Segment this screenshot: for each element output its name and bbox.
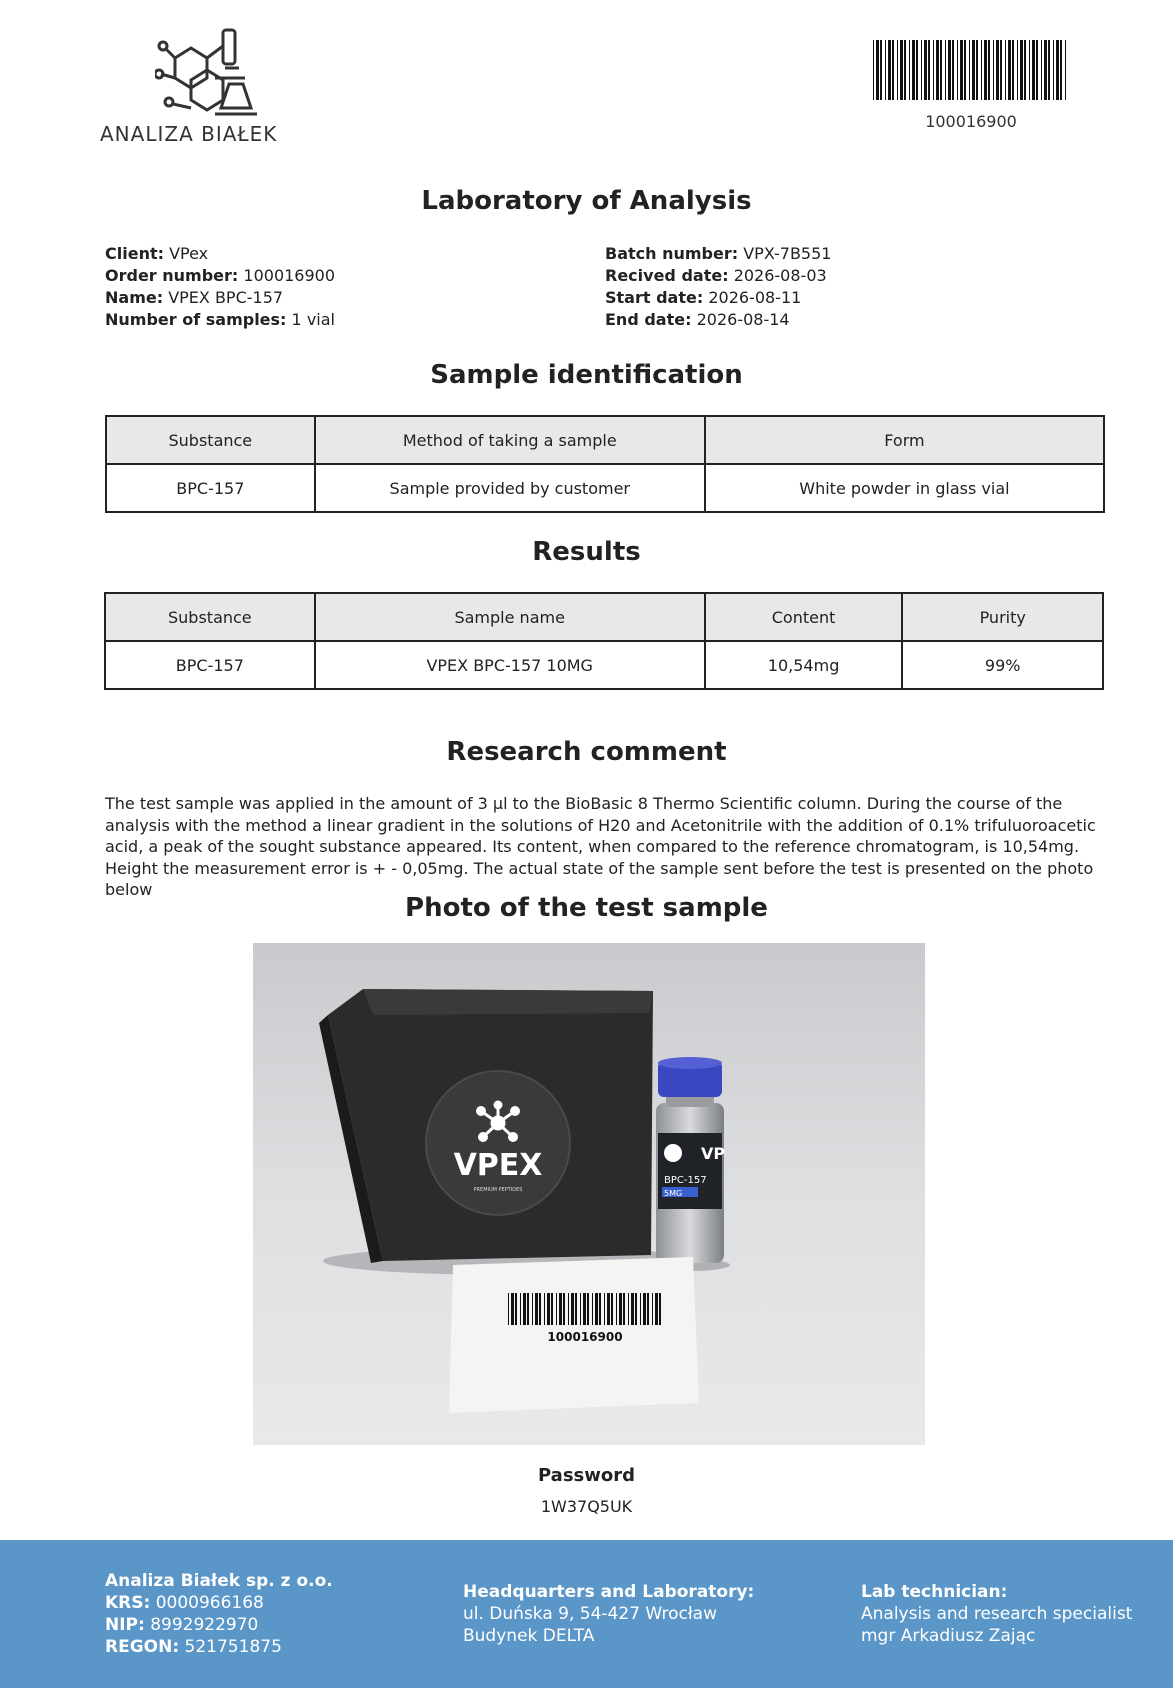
results-table <box>104 592 1104 690</box>
barcode-bar <box>892 40 894 100</box>
info-left <box>105 243 335 331</box>
barcode-bar <box>969 40 970 100</box>
table-header-cell: Purity <box>902 593 1103 641</box>
barcode <box>873 40 1069 131</box>
footer-headquarters <box>463 1581 754 1647</box>
footer-lab-technician <box>861 1581 1132 1647</box>
barcode-bar <box>532 1293 533 1325</box>
card-number: 100016900 <box>547 1330 623 1344</box>
barcode-bar <box>921 40 922 100</box>
hq-building: Budynek DELTA <box>463 1626 595 1646</box>
info-received-date: Recived date: 2026-08-03 <box>605 266 827 285</box>
barcode-bar <box>515 1293 517 1325</box>
barcode-bar <box>599 1293 601 1325</box>
barcode-bar <box>631 1293 634 1325</box>
footer-company-info <box>105 1570 333 1658</box>
barcode-bar <box>940 40 942 100</box>
barcode-bar <box>924 40 927 100</box>
barcode-bar <box>568 1293 569 1325</box>
barcode-bar <box>643 1293 646 1325</box>
table-header-cell: Sample name <box>315 593 705 641</box>
barcode-bar <box>556 1293 557 1325</box>
molecule-microscope-icon <box>155 28 265 118</box>
barcode-bar <box>623 1293 625 1325</box>
table-header-cell: Substance <box>106 416 315 464</box>
barcode-bar <box>1060 40 1062 100</box>
info-number-of-samples: Number of samples: 1 vial <box>105 310 335 329</box>
barcode-bar <box>1065 40 1066 100</box>
barcode-bar <box>511 1293 514 1325</box>
info-name: Name: VPEX BPC-157 <box>105 288 284 307</box>
barcode-bar <box>972 40 975 100</box>
barcode-bar <box>647 1293 649 1325</box>
info-right <box>605 243 831 331</box>
table-cell: VPEX BPC-157 10MG <box>315 641 705 689</box>
barcode-bar <box>976 40 978 100</box>
barcode-bar <box>640 1293 641 1325</box>
barcode-bar <box>916 40 918 100</box>
table-row <box>105 641 1103 689</box>
table-header-cell: Method of taking a sample <box>315 416 705 464</box>
barcode-bar <box>575 1293 577 1325</box>
krs-line: KRS: 0000966168 <box>105 1593 264 1613</box>
barcode-bar <box>1020 40 1023 100</box>
barcode-bar <box>619 1293 622 1325</box>
barcode-bar <box>604 1293 605 1325</box>
info-start-date: Start date: 2026-08-11 <box>605 288 802 307</box>
info-end-date: End date: 2026-08-14 <box>605 310 790 329</box>
barcode-bar <box>563 1293 565 1325</box>
barcode-bar <box>912 40 915 100</box>
barcode-bar <box>1041 40 1042 100</box>
info-client: Client: VPex <box>105 244 209 263</box>
results-title: Results <box>532 537 641 567</box>
table-header-cell: Substance <box>105 593 315 641</box>
barcode-bar <box>571 1293 574 1325</box>
table-header-row <box>105 593 1103 641</box>
barcode-bar <box>888 40 891 100</box>
barcode-bar <box>993 40 994 100</box>
barcode-bar <box>652 1293 653 1325</box>
barcode-bar <box>880 40 882 100</box>
research-comment-title: Research comment <box>446 737 727 767</box>
barcode-bar <box>876 40 879 100</box>
barcode-bar <box>1012 40 1014 100</box>
box-tagline: PREMIUM PEPTIDES <box>473 1187 523 1193</box>
barcode-bar <box>607 1293 610 1325</box>
table-header-row <box>106 416 1104 464</box>
hq-label: Headquarters and Laboratory: <box>463 1582 755 1602</box>
research-comment-text: The test sample was applied in the amount of 3 µl to the BioBasic 8 Thermo Scientific column. During the course of the analysis with the method a linear gradient in the solutions of H20 and Acetonitrile with the addition of 0.1% trifuluoroacetic acid, a peak of the sought substance appeared. Its content, when compared to the reference chromatogram, is 10,54mg. Height the measurement error is + - 0,05mg. The actual state of the sample sent before the test is presented on the photo below <box>105 794 1096 899</box>
info-batch-number: Batch number: VPX-7B551 <box>605 244 832 263</box>
tech-role: Analysis and research specialist <box>861 1604 1133 1624</box>
vial-label: BPC-157 <box>664 1175 707 1186</box>
table-cell: 10,54mg <box>705 641 903 689</box>
barcode-bar <box>928 40 930 100</box>
barcode-bar <box>559 1293 562 1325</box>
barcode-bar <box>508 1293 509 1325</box>
barcode-bar <box>1017 40 1018 100</box>
barcode-bar <box>897 40 898 100</box>
barcode-bar <box>628 1293 629 1325</box>
page-title: Laboratory of Analysis <box>421 186 752 216</box>
barcode-bar <box>984 40 987 100</box>
barcode-bar <box>936 40 939 100</box>
hq-address: ul. Duńska 9, 54-427 Wrocław <box>463 1604 717 1624</box>
barcode-bar <box>1032 40 1035 100</box>
brand-name: ANALIZA BIAŁEK <box>100 122 278 146</box>
password-value: 1W37Q5UK <box>540 1497 633 1516</box>
barcode-bar <box>1000 40 1002 100</box>
barcode-graphic <box>873 40 1069 100</box>
company-name: Analiza Białek sp. z o.o. <box>105 1571 333 1591</box>
table-cell: Sample provided by customer <box>315 464 705 512</box>
barcode-bar <box>635 1293 637 1325</box>
barcode-bar <box>539 1293 541 1325</box>
table-cell: BPC-157 <box>105 641 315 689</box>
barcode-bar <box>547 1293 550 1325</box>
barcode-bar <box>1048 40 1050 100</box>
barcode-bar <box>551 1293 553 1325</box>
footer <box>0 1540 1173 1688</box>
barcode-bar <box>945 40 946 100</box>
vial-dose: 5MG <box>664 1189 683 1198</box>
test-sample-photo <box>253 943 925 1445</box>
barcode-bar <box>1044 40 1047 100</box>
table-header-cell: Form <box>705 416 1104 464</box>
sample-identification-table <box>105 415 1105 513</box>
barcode-bar <box>909 40 910 100</box>
info-order-number: Order number: 100016900 <box>105 266 336 285</box>
table-row <box>106 464 1104 512</box>
barcode-bar <box>520 1293 521 1325</box>
table-cell: BPC-157 <box>106 464 315 512</box>
barcode-bar <box>535 1293 538 1325</box>
table-header-cell: Content <box>705 593 903 641</box>
barcode-bar <box>1036 40 1038 100</box>
barcode-bar <box>659 1293 661 1325</box>
sample-photo-illustration <box>253 943 925 1445</box>
barcode-bar <box>587 1293 589 1325</box>
box-brand: VPEX <box>453 1148 543 1183</box>
tech-name: mgr Arkadiusz Zając <box>861 1626 1036 1646</box>
barcode-bar <box>1053 40 1054 100</box>
barcode-bar <box>592 1293 593 1325</box>
barcode-bar <box>595 1293 598 1325</box>
barcode-bar <box>523 1293 526 1325</box>
barcode-bar <box>988 40 990 100</box>
barcode-bar <box>527 1293 529 1325</box>
barcode-bar <box>1029 40 1030 100</box>
barcode-bar <box>611 1293 613 1325</box>
barcode-bar <box>885 40 886 100</box>
password-label: Password <box>537 1465 636 1486</box>
sample-identification-title: Sample identification <box>430 360 743 390</box>
barcode-bar <box>933 40 934 100</box>
barcode-bar <box>900 40 903 100</box>
barcode-number: 100016900 <box>925 112 1017 131</box>
barcode-bar <box>1005 40 1006 100</box>
barcode-bar <box>1008 40 1011 100</box>
barcode-bar <box>873 40 874 100</box>
company-logo <box>100 28 310 146</box>
tech-label: Lab technician: <box>861 1582 1008 1602</box>
barcode-bar <box>580 1293 581 1325</box>
barcode-bar <box>1056 40 1059 100</box>
barcode-bar <box>952 40 954 100</box>
regon-line: REGON: 521751875 <box>105 1637 282 1657</box>
table-cell: 99% <box>902 641 1103 689</box>
barcode-bar <box>948 40 951 100</box>
nip-line: NIP: 8992922970 <box>105 1615 259 1635</box>
barcode-bar <box>616 1293 617 1325</box>
barcode-bar <box>655 1293 658 1325</box>
barcode-bar <box>583 1293 586 1325</box>
barcode-bar <box>1024 40 1026 100</box>
vial-brand: VP <box>701 1144 726 1163</box>
table-cell: White powder in glass vial <box>705 464 1104 512</box>
barcode-bar <box>960 40 963 100</box>
barcode-bar <box>957 40 958 100</box>
barcode-bar <box>996 40 999 100</box>
barcode-bar <box>544 1293 545 1325</box>
photo-title: Photo of the test sample <box>405 893 768 923</box>
barcode-bar <box>964 40 966 100</box>
barcode-bar <box>904 40 906 100</box>
barcode-bar <box>981 40 982 100</box>
